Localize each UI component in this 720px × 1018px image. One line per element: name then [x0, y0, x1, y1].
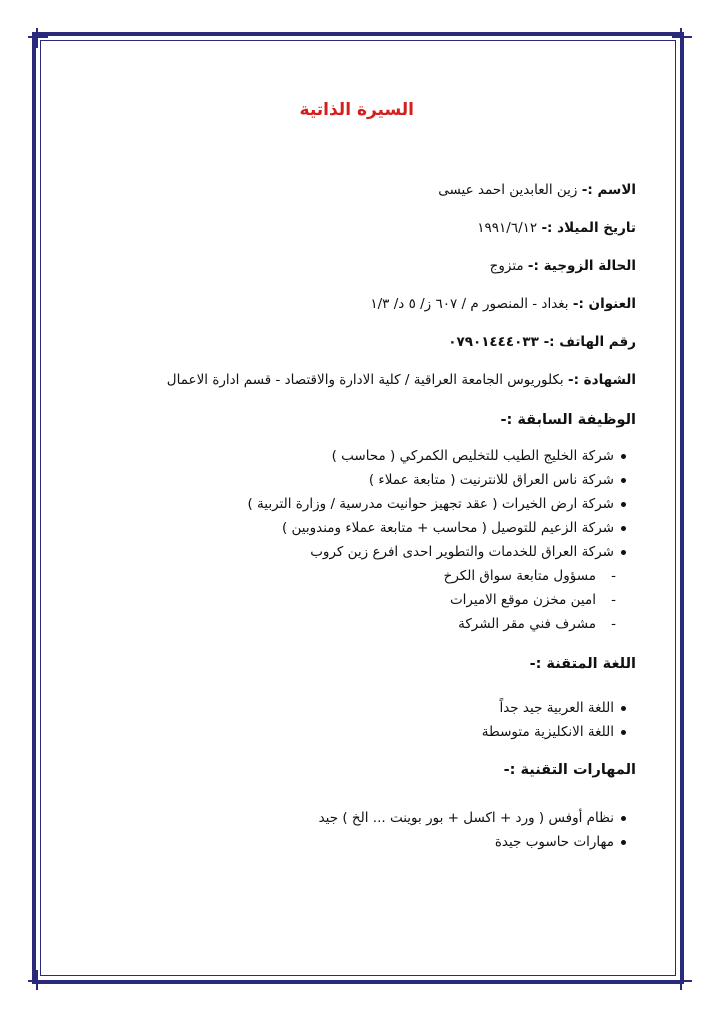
phone-label: رقم الهاتف :-: [538, 334, 636, 350]
skills-list: [319, 806, 636, 854]
phone-row: [448, 334, 636, 350]
birth-label: تاريخ الميلاد :-: [541, 220, 636, 236]
corner-ornament-tr-v: [680, 28, 682, 48]
list-item: شركة ناس العراق للانترنيت ( متابعة عملاء ): [247, 468, 636, 492]
bullet-icon: [621, 478, 626, 483]
list-item: - مشرف فني مقر الشركة: [444, 612, 636, 636]
address-label: العنوان :-: [572, 296, 636, 312]
list-item: - امين مخزن موقع الاميرات: [444, 588, 636, 612]
corner-ornament-br-h: [672, 980, 692, 982]
bullet-icon: [621, 550, 626, 555]
list-item: شركة الخليج الطيب للتخليص الكمركي ( محاسب ): [247, 444, 636, 468]
address-row: [370, 296, 636, 312]
cv-content: [40, 40, 636, 970]
bullet-icon: [621, 454, 626, 459]
previous-jobs-sublist: [444, 564, 636, 636]
list-item: شركة العراق للخدمات والتطوير احدى افرع زين كروب: [247, 540, 636, 564]
corner-ornament-tl-h: [28, 36, 48, 38]
previous-jobs-heading: الوظيفة السابقة :-: [500, 412, 636, 428]
list-item: شركة ارض الخيرات ( عقد تجهيز حوانيت مدرسية / وزارة التربية ): [247, 492, 636, 516]
dash-icon: -: [611, 616, 616, 632]
bullet-icon: [621, 502, 626, 507]
name-label: الاسم :-: [581, 182, 636, 198]
degree-row: [167, 372, 636, 388]
list-item: اللغة العربية جيد جداً: [482, 696, 636, 720]
name-value: زين العابدين احمد عيسى: [438, 182, 582, 198]
dash-icon: -: [611, 568, 616, 584]
list-item: - مسؤول متابعة سواق الكرخ: [444, 564, 636, 588]
languages-heading: اللغة المتقنة :-: [529, 656, 636, 672]
list-item: شركة الزعيم للتوصيل ( محاسب + متابعة عملاء ومندوبين ): [247, 516, 636, 540]
list-item: مهارات حاسوب جيدة: [319, 830, 636, 854]
skills-heading: المهارات التقنية :-: [503, 762, 636, 778]
marital-row: [490, 258, 636, 274]
bullet-icon: [621, 816, 626, 821]
list-item: اللغة الانكليزية متوسطة: [482, 720, 636, 744]
bullet-icon: [621, 730, 626, 735]
corner-ornament-bl-h: [28, 980, 48, 982]
name-row: [438, 182, 636, 198]
marital-label: الحالة الزوجية :-: [527, 258, 636, 274]
dash-icon: -: [611, 592, 616, 608]
birth-value: ١٩٩١/٦/١٢: [477, 220, 542, 236]
list-item: نظام أوفس ( ورد + اكسل + بور بوينت ... الخ ) جيد: [319, 806, 636, 830]
bullet-icon: [621, 706, 626, 711]
degree-label: الشهادة :-: [567, 372, 636, 388]
corner-ornament-br-v: [680, 970, 682, 990]
address-value: بغداد - المنصور م / ٦٠٧ ز/ ٥ د/ ١/٣: [370, 296, 573, 312]
languages-list: [482, 696, 636, 744]
corner-ornament-bl-v: [36, 970, 38, 990]
cv-title: السيرة الذاتية: [299, 100, 414, 120]
birth-row: [477, 220, 636, 236]
previous-jobs-list: [247, 444, 636, 564]
bullet-icon: [621, 526, 626, 531]
degree-value: بكلوريوس الجامعة العراقية / كلية الادارة والاقتصاد - قسم ادارة الاعمال: [166, 372, 568, 388]
bullet-icon: [621, 840, 626, 845]
phone-value: ٠٧٩٠١٤٤٤٠٣٣: [448, 334, 539, 350]
marital-value: متزوج: [489, 258, 528, 274]
corner-ornament-tl-v: [36, 28, 38, 48]
corner-ornament-tr-h: [672, 36, 692, 38]
